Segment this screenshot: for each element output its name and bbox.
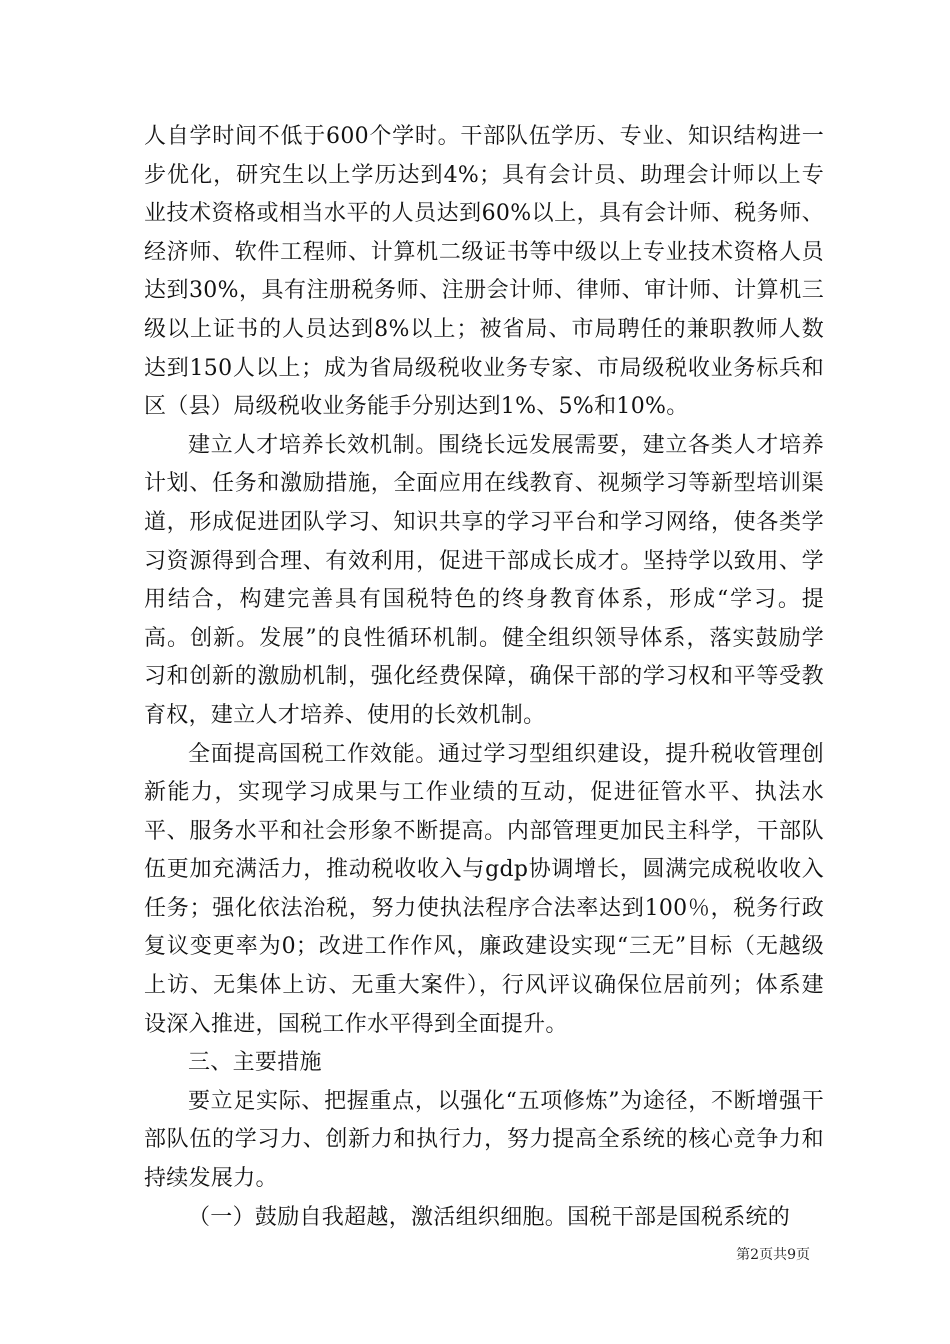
- paragraph-1: 人自学时间不低于600个学时。干部队伍学历、专业、知识结构进一步优化，研究生以上学历达到4%；具有会计员、助理会计师以上专业技术资格或相当水平的人员达到60%以上，具有会计师、税务师、经济师、软件工程师、计算机二级证书等中级以上专业技术资格人员达到30%，具有注册税务师、注册会计师、律师、审计师、计算机三级以上证书的人员达到8%以上；被省局、市局聘任的兼职教师人数达到150人以上；成为省局级税收业务专家、市局级税收业务标兵和区（县）局级税收业务能手分别达到1%、5%和10%。: [144, 124, 824, 420]
- paragraph-3: 全面提高国税工作效能。通过学习型组织建设，提升税收管理创新能力，实现学习成果与工作业绩的互动，促进征管水平、执法水平、服务水平和社会形象不断提高。内部管理更加民主科学，干部队伍更加充满活力，推动税收收入与gdp协调增长，圆满完成税收收入任务；强化依法治税，努力使执法程序合法率达到100％，税务行政复议变更率为0；改进工作作风，廉政建设实现“三无”目标（无越级上访、无集体上访、无重大案件），行风评议确保位居前列；体系建设深入推进，国税工作水平得到全面提升。: [144, 741, 824, 1037]
- page-number: 第2页共9页: [736, 1247, 810, 1263]
- paragraph-2: 建立人才培养长效机制。围绕长远发展需要，建立各类人才培养计划、任务和激励措施，全面应用在线教育、视频学习等新型培训渠道，形成促进团队学习、知识共享的学习平台和学习网络，使各类学习资源得到合理、有效利用，促进干部成长成才。坚持学以致用、学用结合，构建完善具有国税特色的终身教育体系，形成“学习。提高。创新。发展”的良性循环机制。健全组织领导体系，落实鼓励学习和创新的激励机制，强化经费保障，确保干部的学习权和平等受教育权，建立人才培养、使用的长效机制。: [144, 432, 824, 728]
- paragraph-4: 要立足实际、把握重点，以强化“五项修炼”为途径，不断增强干部队伍的学习力、创新力和执行力，努力提高全系统的核心竞争力和持续发展力。: [144, 1088, 824, 1192]
- document-body: [144, 118, 824, 1237]
- section-heading: 三、主要措施: [188, 1050, 322, 1076]
- paragraph-5: （一）鼓励自我超越，激活组织细胞。国税干部是国税系统的: [188, 1204, 791, 1230]
